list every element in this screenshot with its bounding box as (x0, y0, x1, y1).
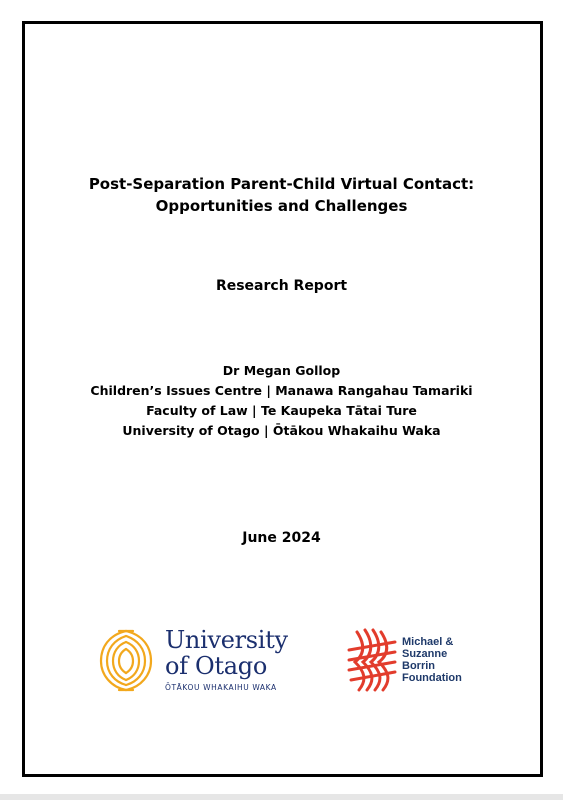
report-title-line-2: Opportunities and Challenges (155, 197, 408, 215)
affiliation-faculty: Faculty of Law | Te Kaupeka Tātai Ture (146, 403, 417, 418)
otago-wordmark-line-2: of Otago (165, 652, 268, 680)
borrin-foundation-logo (347, 628, 487, 694)
borrin-wordmark-line-3: Borrin (402, 660, 435, 672)
borrin-weave-icon (347, 628, 399, 692)
affiliation-centre: Children’s Issues Centre | Manawa Rangahau Tamariki (90, 383, 473, 398)
otago-maori-name: ŌTĀKOU WHAKAIHU WAKA (165, 683, 277, 692)
author-block (0, 361, 563, 441)
otago-emblem-icon (95, 627, 157, 693)
university-of-otago-logo (95, 627, 300, 697)
author-name: Dr Megan Gollop (222, 363, 341, 378)
otago-wordmark (165, 627, 288, 692)
borrin-wordmark-line-1: Michael & (402, 636, 454, 648)
affiliation-university: University of Otago | Ōtākou Whakaihu Waka (122, 423, 441, 438)
report-title (0, 173, 563, 217)
report-title-line-1: Post-Separation Parent-Child Virtual Contact: (88, 175, 475, 193)
otago-wordmark-line-1: University (165, 626, 288, 654)
borrin-wordmark-line-4: Foundation (402, 672, 462, 684)
bottom-strip (0, 794, 563, 800)
report-date: June 2024 (242, 530, 321, 546)
report-subtitle: Research Report (215, 278, 348, 294)
borrin-wordmark-line-2: Suzanne (402, 648, 448, 660)
borrin-wordmark (402, 636, 462, 684)
